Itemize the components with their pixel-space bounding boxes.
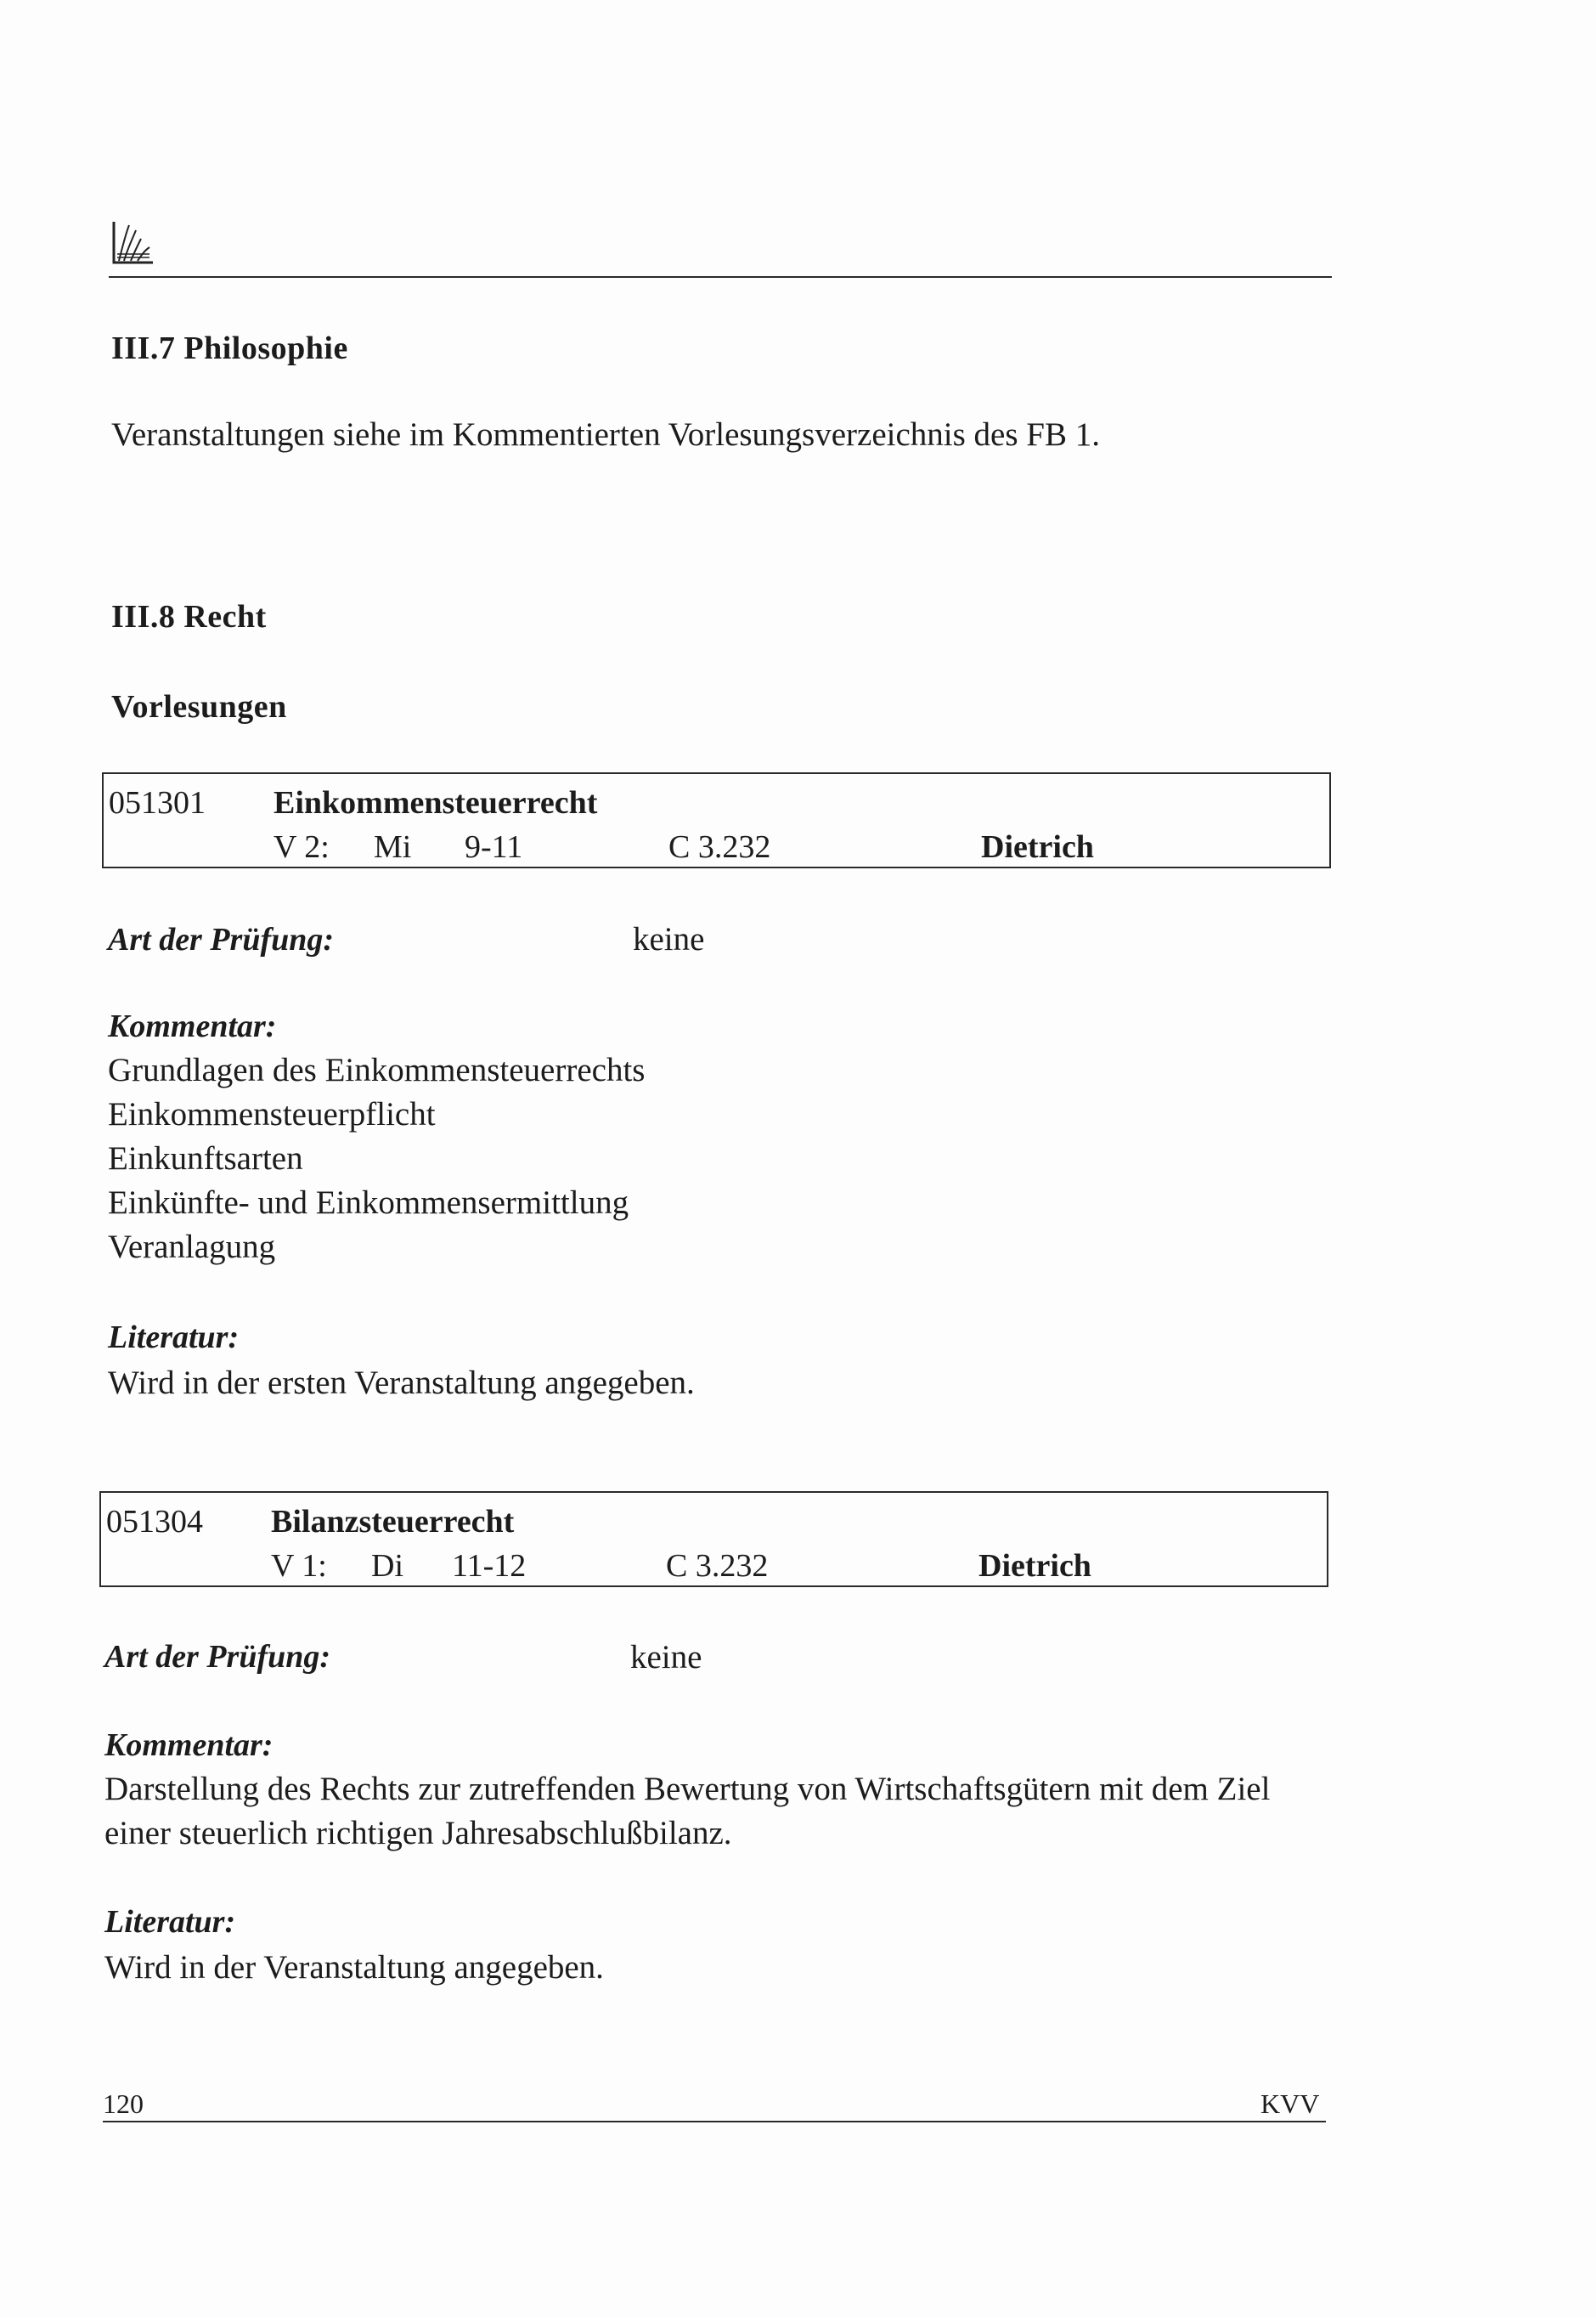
section-text-philosophie: Veranstaltungen siehe im Kommentierten Vorlesungsverzeichnis des FB 1. — [111, 416, 1101, 453]
exam-label: Art der Prüfung: — [104, 1639, 331, 1675]
comment-line: Darstellung des Rechts zur zutreffenden Bewertung von Wirtschaftsgütern mit dem Ziel — [104, 1771, 1271, 1807]
comment-text — [104, 1767, 1270, 1856]
literature-label: Literatur: — [108, 1320, 240, 1355]
course-type: V 2: — [274, 829, 330, 865]
exam-value: keine — [630, 1639, 702, 1676]
footer-label: KVV — [1260, 2088, 1320, 2119]
course-title: Einkommensteuerrecht — [274, 785, 598, 821]
course-day: Di — [371, 1548, 403, 1584]
course-day: Mi — [374, 829, 412, 865]
comment-line: Einkunftsarten — [108, 1140, 303, 1177]
literature-text: Wird in der ersten Veranstaltung angegeben. — [108, 1365, 695, 1401]
comment-line: Einkünfte- und Einkommensermittlung — [108, 1184, 629, 1221]
course-time: 11-12 — [452, 1548, 527, 1584]
comment-label: Kommentar: — [104, 1727, 274, 1763]
course-number: 051301 — [109, 785, 206, 821]
course-lecturer: Dietrich — [981, 829, 1094, 865]
header-rule — [109, 276, 1332, 278]
comment-line: Veranlagung — [108, 1229, 276, 1265]
course-time: 9-11 — [465, 829, 523, 865]
literature-text: Wird in der Veranstaltung angegeben. — [104, 1949, 604, 1986]
comment-text — [108, 1048, 645, 1269]
page-number: 120 — [103, 2088, 144, 2119]
course-box-051301 — [102, 772, 1331, 868]
institution-logo-icon — [110, 217, 155, 268]
literature-label: Literatur: — [104, 1904, 236, 1940]
exam-value: keine — [633, 921, 705, 958]
footer-rule — [103, 2121, 1326, 2122]
course-number: 051304 — [106, 1504, 203, 1540]
course-box-051304 — [99, 1491, 1328, 1587]
comment-line: Einkommensteuerpflicht — [108, 1096, 436, 1133]
comment-line: einer steuerlich richtigen Jahresabschlußbilanz. — [104, 1815, 732, 1851]
section-title-philosophie: III.7 Philosophie — [111, 331, 348, 366]
comment-line: Grundlagen des Einkommensteuerrechts — [108, 1052, 646, 1088]
section-title-recht: III.8 Recht — [111, 599, 267, 635]
course-type: V 1: — [271, 1548, 327, 1584]
course-room: C 3.232 — [668, 829, 771, 865]
course-title: Bilanzsteuerrecht — [271, 1504, 515, 1540]
exam-label: Art der Prüfung: — [108, 922, 335, 958]
comment-label: Kommentar: — [108, 1009, 277, 1044]
course-lecturer: Dietrich — [978, 1548, 1091, 1584]
course-room: C 3.232 — [666, 1548, 769, 1584]
subsection-title-vorlesungen: Vorlesungen — [111, 689, 287, 725]
